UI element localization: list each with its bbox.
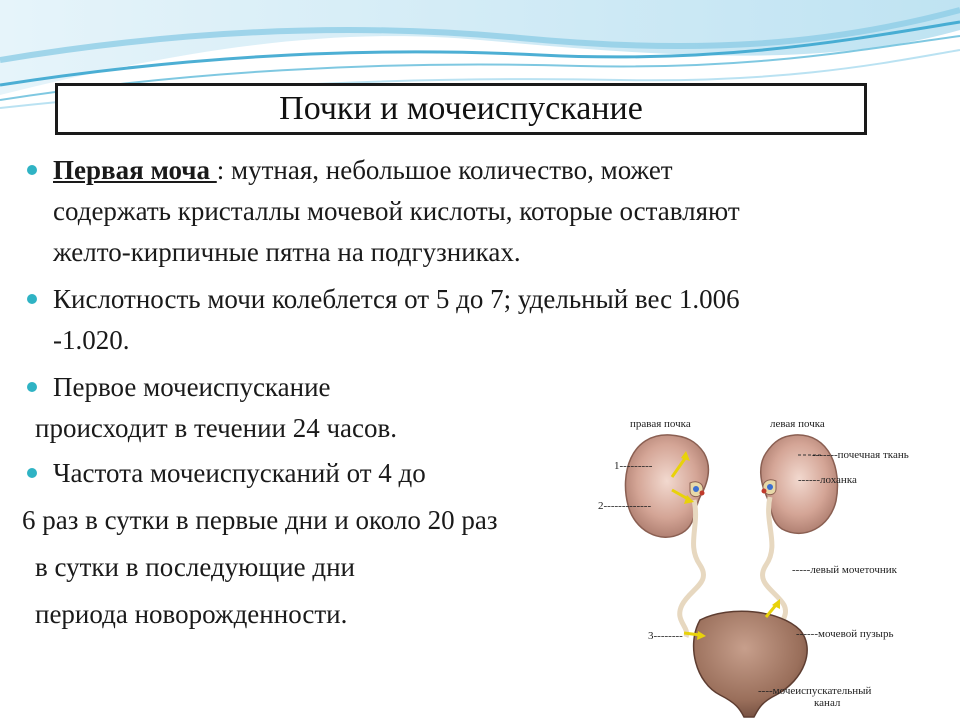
label-left-ureter: -----левый мочеточник <box>792 564 898 576</box>
label-pelvis: ------лоханка <box>798 474 857 486</box>
bullet-text: Кислотность мочи колеблется от 5 до 7; удельный вес 1.006 -1.020. <box>53 284 740 355</box>
label-num-3: 3-------- <box>648 630 683 642</box>
bullet-text: Частота мочеиспусканий от 4 до <box>53 458 426 488</box>
label-left-kidney: левая почка <box>770 418 825 430</box>
bullet-first-urine <box>22 150 782 273</box>
bullet-lead-text: Первая моча <box>53 155 217 185</box>
bullet-dot <box>27 468 37 478</box>
text-line: 6 раз в сутки в первые дни и около 20 раз <box>22 505 498 535</box>
bullet-dot <box>27 165 37 175</box>
label-urethra: ----мочеиспускательный <box>758 685 872 697</box>
text-line: происходит в течении 24 часов. <box>35 413 398 443</box>
bullet-acidity <box>22 279 782 361</box>
label-renal-tissue: -------почечная ткань <box>812 449 909 461</box>
bladder <box>694 611 808 717</box>
label-bladder: ------мочевой пузырь <box>796 628 894 640</box>
label-num-2: 2------------- <box>598 500 652 512</box>
text-line: периода новорожденности. <box>35 599 348 629</box>
bullet-dot <box>27 294 37 304</box>
label-right-kidney: правая почка <box>630 418 691 430</box>
label-num-1: 1--------- <box>614 460 653 472</box>
urinary-system-illustration <box>590 405 960 720</box>
label-urethra-cont: канал <box>814 697 841 709</box>
bullet-text: Первое мочеиспускание <box>53 372 331 402</box>
bullet-text: : мутная, небольшое количество, может содержать кристаллы мочевой кислоты, которые оставляют желто-кирпичные пятна на подгузниках. <box>53 155 740 267</box>
title-box <box>55 83 867 135</box>
slide-title: Почки и мочеиспускание <box>279 90 643 127</box>
text-line: в сутки в последующие дни <box>35 552 355 582</box>
bullet-first-urination <box>22 367 782 408</box>
bullet-dot <box>27 382 37 392</box>
